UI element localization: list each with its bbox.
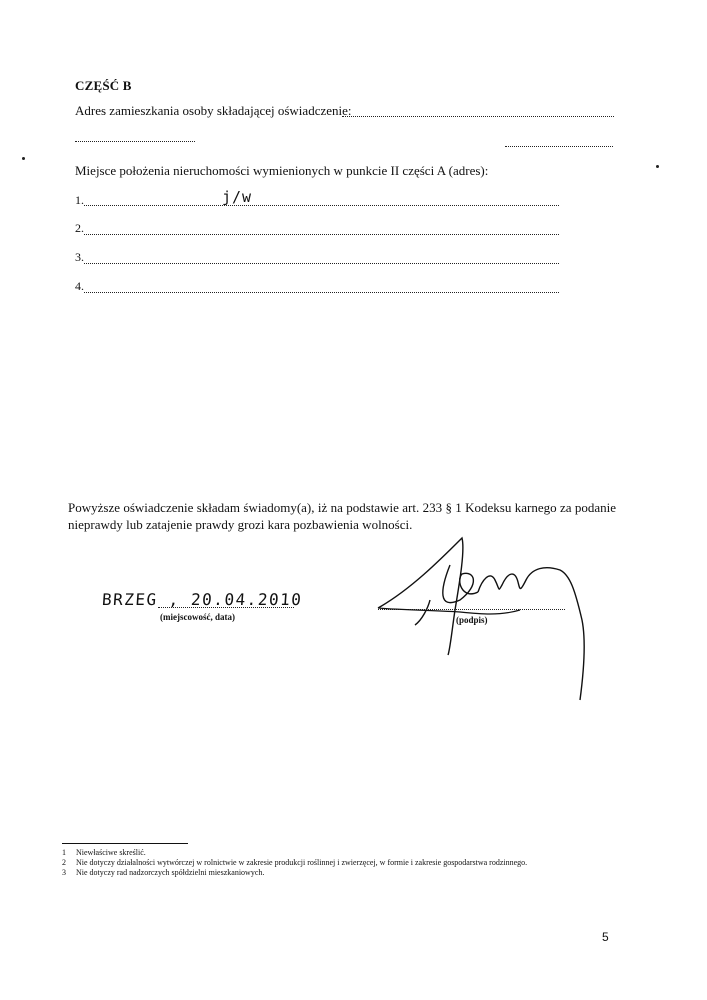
location-line-3-number: 3. xyxy=(75,250,84,264)
location-line-4-number: 4. xyxy=(75,279,84,293)
address-fill-line-2 xyxy=(75,141,195,142)
place-date-fill-line xyxy=(158,607,294,608)
place-date-handwritten: BRZEG , 20.04.2010 xyxy=(101,590,304,609)
footnote-2-number: 2 xyxy=(62,858,66,867)
page-number: 5 xyxy=(602,930,609,944)
location-line-2 xyxy=(84,234,559,235)
place-date-caption: (miejscowość, data) xyxy=(160,612,235,622)
scan-speck xyxy=(656,165,659,168)
location-line-2-number: 2. xyxy=(75,221,84,235)
scan-speck xyxy=(22,157,25,160)
footnote-1-number: 1 xyxy=(62,848,66,857)
location-line-1 xyxy=(84,205,559,206)
footnote-2 xyxy=(62,858,527,868)
footnote-3-number: 3 xyxy=(62,868,66,877)
address-fill-line xyxy=(342,116,614,117)
footnote-3 xyxy=(62,868,264,878)
legal-statement: Powyższe oświadczenie składam świadomy(a), iż na podstawie art. 233 § 1 Kodeksu karnego za podanie nieprawdy lub zatajenie prawdy grozi kara pozbawienia wolności. xyxy=(68,500,616,532)
address-label: Adres zamieszkania osoby składającej oświadczenie: xyxy=(75,103,352,118)
footnote-rule xyxy=(62,843,188,844)
footnote-1-text: Niewłaściwe skreślić. xyxy=(76,848,146,857)
footnote-1 xyxy=(62,848,146,858)
address-fill-line-3 xyxy=(505,146,613,147)
location-line-4 xyxy=(84,292,559,293)
footnote-3-text: Nie dotyczy rad nadzorczych spółdzielni mieszkaniowych. xyxy=(76,868,265,877)
location-line-1-handwritten: j/w xyxy=(222,188,253,206)
signature-graphic xyxy=(370,530,600,710)
section-title: CZĘŚĆ B xyxy=(75,78,132,93)
location-line-3 xyxy=(84,263,559,264)
location-label: Miejsce położenia nieruchomości wymienionych w punkcie II części A (adres): xyxy=(75,163,489,178)
footnote-2-text: Nie dotyczy działalności wytwórczej w rolnictwie w zakresie produkcji roślinnej i zwierzęcej, w formie i zakresie gospodarstwa rodzinnego. xyxy=(76,858,528,867)
signature-caption: (podpis) xyxy=(456,615,488,625)
location-line-1-number: 1. xyxy=(75,193,84,207)
